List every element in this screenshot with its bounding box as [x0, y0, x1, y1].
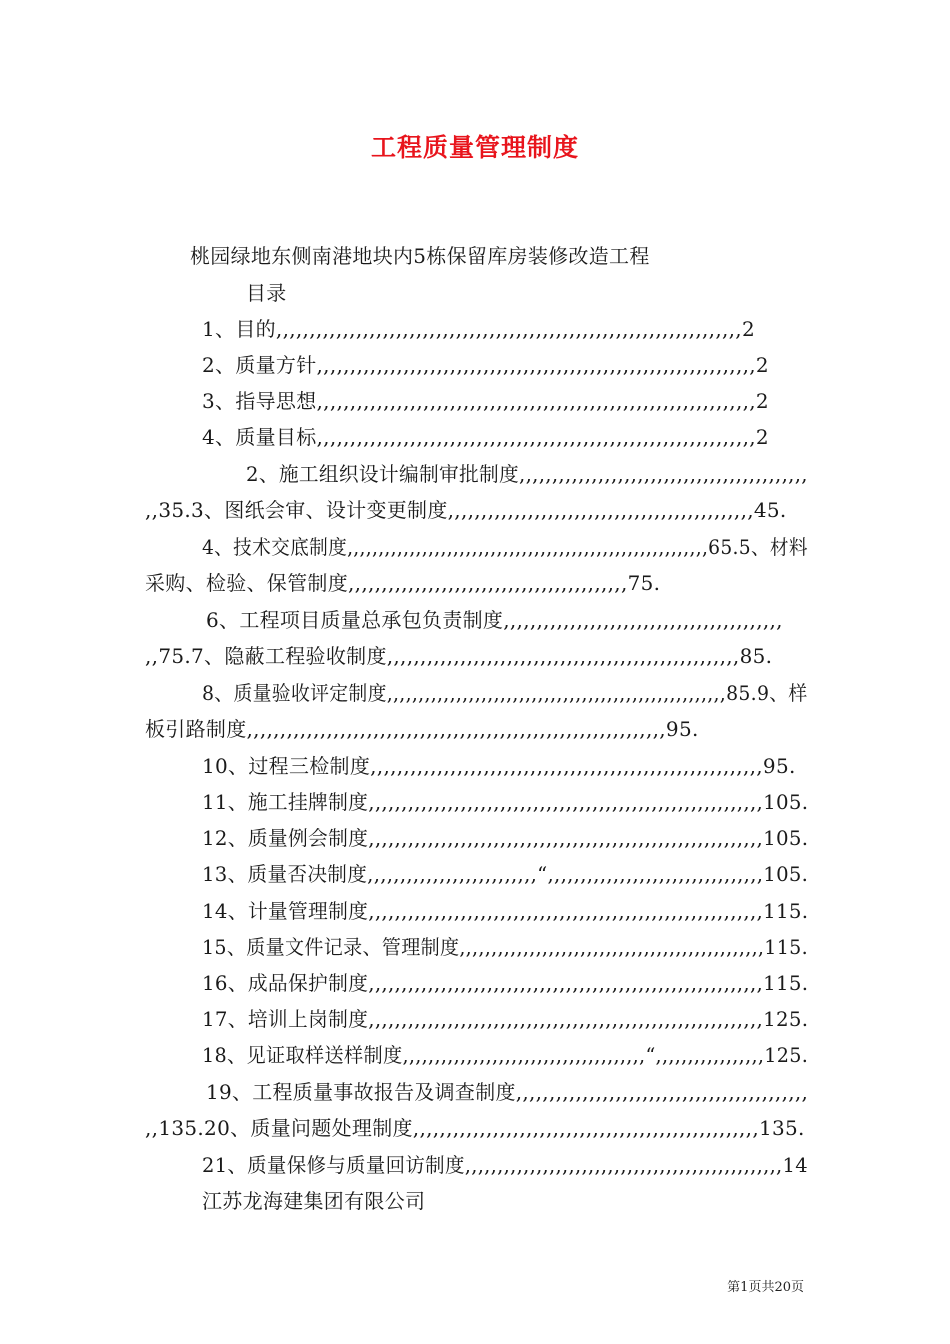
- toc-line: 11、施工挂牌制度,,,,,,,,,,,,,,,,,,,,,,,,,,,,,,,,,,,,,,,,,,,,,,,,,,,,,,,,,,,,105.: [202, 790, 809, 814]
- toc-line: 6、工程项目质量总承包负责制度,,,,,,,,,,,,,,,,,,,,,,,,,,,,,,,,,,,,,,,,,,: [206, 608, 783, 632]
- toc-line: 2、施工组织设计编制审批制度,,,,,,,,,,,,,,,,,,,,,,,,,,,,,,,,,,,,,,,,,,,,: [246, 462, 808, 486]
- toc-line: 17、培训上岗制度,,,,,,,,,,,,,,,,,,,,,,,,,,,,,,,,,,,,,,,,,,,,,,,,,,,,,,,,,,,,125.: [202, 1007, 809, 1031]
- toc-line: 4、技术交底制度,,,,,,,,,,,,,,,,,,,,,,,,,,,,,,,,,,,,,,,,,,,,,,,,,,,,,,,,,,65.5、材料: [202, 535, 808, 559]
- toc-line: 14、计量管理制度,,,,,,,,,,,,,,,,,,,,,,,,,,,,,,,,,,,,,,,,,,,,,,,,,,,,,,,,,,,,115.: [202, 899, 809, 923]
- toc-line: 1、目的,,,,,,,,,,,,,,,,,,,,,,,,,,,,,,,,,,,,,,,,,,,,,,,,,,,,,,,,,,,,,,,,,,,,,,2: [202, 317, 755, 341]
- toc-line: 采购、检验、保管制度,,,,,,,,,,,,,,,,,,,,,,,,,,,,,,,,,,,,,,,,,,75.: [145, 571, 661, 595]
- toc-line: 4、质量目标,,,,,,,,,,,,,,,,,,,,,,,,,,,,,,,,,,,,,,,,,,,,,,,,,,,,,,,,,,,,,,,,,,2: [202, 425, 769, 449]
- toc-heading: 目录: [246, 281, 287, 305]
- page-number: 第1页共20页: [727, 1280, 804, 1295]
- toc-line: 8、质量验收评定制度,,,,,,,,,,,,,,,,,,,,,,,,,,,,,,,,,,,,,,,,,,,,,,,,,,,,,,85.9、样: [202, 681, 808, 705]
- toc-line: 13、质量否决制度,,,,,,,,,,,,,,,,,,,,,,,,,,“,,,,,,,,,,,,,,,,,,,,,,,,,,,,,,,,,105.: [202, 862, 809, 886]
- company-name: 江苏龙海建集团有限公司: [202, 1189, 426, 1213]
- toc-line: 板引路制度,,,,,,,,,,,,,,,,,,,,,,,,,,,,,,,,,,,,,,,,,,,,,,,,,,,,,,,,,,,,,,,95.: [145, 717, 699, 741]
- toc-line: 15、质量文件记录、管理制度,,,,,,,,,,,,,,,,,,,,,,,,,,,,,,,,,,,,,,,,,,,,,,,,115.: [202, 935, 808, 959]
- toc-line: 16、成品保护制度,,,,,,,,,,,,,,,,,,,,,,,,,,,,,,,,,,,,,,,,,,,,,,,,,,,,,,,,,,,,115.: [202, 971, 809, 995]
- toc-line: 19、工程质量事故报告及调查制度,,,,,,,,,,,,,,,,,,,,,,,,,,,,,,,,,,,,,,,,,,,,: [206, 1080, 809, 1104]
- toc-line: 3、指导思想,,,,,,,,,,,,,,,,,,,,,,,,,,,,,,,,,,,,,,,,,,,,,,,,,,,,,,,,,,,,,,,,,,2: [202, 389, 769, 413]
- toc-line: ,,75.7、隐蔽工程验收制度,,,,,,,,,,,,,,,,,,,,,,,,,,,,,,,,,,,,,,,,,,,,,,,,,,,,,85.: [145, 644, 773, 668]
- toc-line: 18、见证取样送样制度,,,,,,,,,,,,,,,,,,,,,,,,,,,,,,,,,,,,,,“,,,,,,,,,,,,,,,,,125.: [202, 1043, 809, 1067]
- page-title: 工程质量管理制度: [370, 133, 579, 162]
- toc-line: 2、质量方针,,,,,,,,,,,,,,,,,,,,,,,,,,,,,,,,,,,,,,,,,,,,,,,,,,,,,,,,,,,,,,,,,,2: [202, 353, 769, 377]
- toc-line: 12、质量例会制度,,,,,,,,,,,,,,,,,,,,,,,,,,,,,,,,,,,,,,,,,,,,,,,,,,,,,,,,,,,,105.: [202, 826, 809, 850]
- project-name: 桃园绿地东侧南港地块内5栋保留库房装修改造工程: [190, 244, 650, 268]
- toc-line: ,,35.3、图纸会审、设计变更制度,,,,,,,,,,,,,,,,,,,,,,,,,,,,,,,,,,,,,,,,,,,,,,45.: [145, 498, 787, 522]
- toc-line: 10、过程三检制度,,,,,,,,,,,,,,,,,,,,,,,,,,,,,,,,,,,,,,,,,,,,,,,,,,,,,,,,,,,95.: [202, 754, 796, 778]
- toc-line: 21、质量保修与质量回访制度,,,,,,,,,,,,,,,,,,,,,,,,,,,,,,,,,,,,,,,,,,,,,,,,,14: [202, 1153, 808, 1177]
- toc-line: ,,135.20、质量问题处理制度,,,,,,,,,,,,,,,,,,,,,,,,,,,,,,,,,,,,,,,,,,,,,,,,,,,,135.: [145, 1116, 805, 1140]
